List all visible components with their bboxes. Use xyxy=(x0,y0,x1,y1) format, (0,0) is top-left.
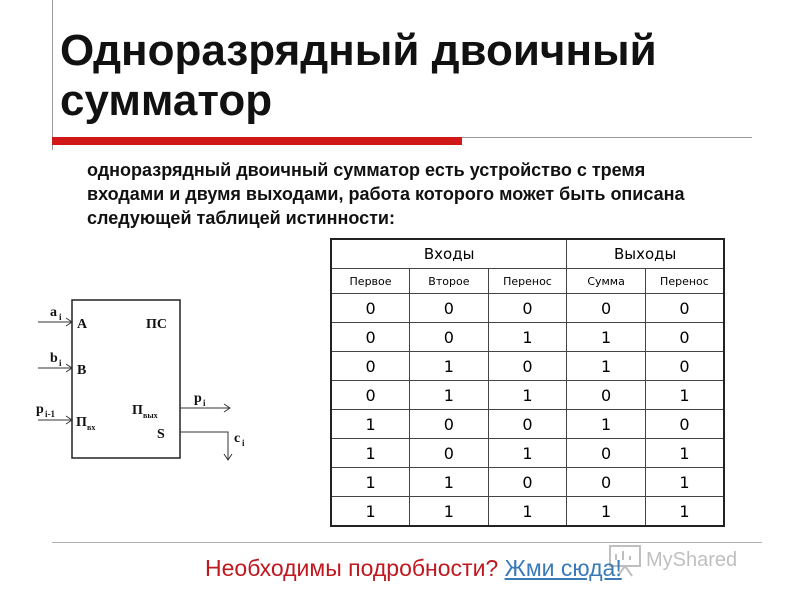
output-line-c xyxy=(180,432,228,460)
table-cell: 1 xyxy=(488,439,567,468)
column-header-sum: Сумма xyxy=(567,269,646,294)
table-cell: 0 xyxy=(645,410,724,439)
footer xyxy=(205,555,622,582)
table-cell: 1 xyxy=(410,381,489,410)
column-header-carry-in: Перенос xyxy=(488,269,567,294)
table-cell: 0 xyxy=(645,323,724,352)
truth-table xyxy=(330,238,725,527)
input-label-a-sym: a xyxy=(50,305,57,320)
table-cell: 1 xyxy=(488,323,567,352)
table-cell: 1 xyxy=(567,410,646,439)
input-label-p-sub: i-1 xyxy=(45,409,55,419)
table-row xyxy=(331,352,724,381)
table-cell: 0 xyxy=(331,294,410,323)
table-cell: 0 xyxy=(567,294,646,323)
footer-question: Необходимы подробности? xyxy=(205,555,499,581)
table-cell: 0 xyxy=(488,468,567,497)
title-underline-rule xyxy=(462,137,752,138)
input-label-a-sub: i xyxy=(59,312,62,322)
group-header-outputs: Выходы xyxy=(567,239,724,269)
table-cell: 0 xyxy=(488,294,567,323)
table-cell: 0 xyxy=(488,410,567,439)
slide-title-line-1: Одноразрядный двоичный xyxy=(60,26,657,75)
table-row xyxy=(331,381,724,410)
group-header-inputs: Входы xyxy=(331,239,567,269)
input-label-b-sub: i xyxy=(59,358,62,368)
table-cell: 0 xyxy=(410,439,489,468)
table-row xyxy=(331,294,724,323)
pin-label-carry-in-sub: вх xyxy=(87,423,96,432)
table-cell: 1 xyxy=(331,497,410,527)
column-header-carry-out: Перенос xyxy=(645,269,724,294)
column-header-second: Второе xyxy=(410,269,489,294)
table-cell: 1 xyxy=(331,410,410,439)
output-label-c-sym: c xyxy=(234,431,241,446)
table-cell: 0 xyxy=(567,468,646,497)
table-cell: 1 xyxy=(645,381,724,410)
table-row xyxy=(331,410,724,439)
pin-label-carry-in: П xyxy=(76,415,87,430)
title-vertical-rule xyxy=(52,0,53,150)
table-row xyxy=(331,497,724,527)
table-cell: 0 xyxy=(645,352,724,381)
slide-title xyxy=(60,26,760,126)
table-cell: 1 xyxy=(331,439,410,468)
table-row xyxy=(331,468,724,497)
table-cell: 0 xyxy=(567,381,646,410)
table-cell: 1 xyxy=(331,468,410,497)
slide-title-line-2: сумматор xyxy=(60,76,273,125)
output-label-p-sym: p xyxy=(194,391,202,406)
pin-label-carry-out-sub: вых xyxy=(143,411,158,420)
adder-description: одноразрядный двоичный сумматор есть устройство с тремя входами и двумя выходами, работа которого может быть описана следующей таблицей истинности: xyxy=(87,160,685,228)
table-cell: 1 xyxy=(410,352,489,381)
table-cell: 0 xyxy=(488,352,567,381)
table-cell: 0 xyxy=(567,439,646,468)
table-cell: 0 xyxy=(331,323,410,352)
watermark-text: MyShared xyxy=(646,549,738,571)
table-cell: 1 xyxy=(645,497,724,527)
column-header-row xyxy=(331,269,724,294)
table-row xyxy=(331,323,724,352)
table-cell: 1 xyxy=(567,497,646,527)
pin-label-s: S xyxy=(157,427,165,442)
details-link[interactable]: Жми сюда! xyxy=(504,555,622,581)
table-cell: 1 xyxy=(567,352,646,381)
table-cell: 0 xyxy=(410,294,489,323)
output-label-p-sub: i xyxy=(203,398,206,408)
table-cell: 0 xyxy=(331,352,410,381)
table-cell: 0 xyxy=(331,381,410,410)
pin-label-carry-out: П xyxy=(132,403,143,418)
output-label-c-sub: i xyxy=(242,438,245,448)
table-cell: 1 xyxy=(488,497,567,527)
pin-label-ps: ПС xyxy=(146,317,167,332)
table-cell: 1 xyxy=(645,439,724,468)
adder-block-diagram xyxy=(30,290,300,470)
table-cell: 0 xyxy=(410,410,489,439)
pin-label-b: B xyxy=(77,363,87,378)
table-cell: 1 xyxy=(645,468,724,497)
table-cell: 1 xyxy=(567,323,646,352)
table-cell: 1 xyxy=(410,468,489,497)
table-cell: 1 xyxy=(488,381,567,410)
myshared-watermark xyxy=(606,540,766,580)
table-cell: 0 xyxy=(645,294,724,323)
input-label-p-sym: p xyxy=(36,402,44,417)
column-header-first: Первое xyxy=(331,269,410,294)
pin-label-a: A xyxy=(77,317,88,332)
table-cell: 0 xyxy=(410,323,489,352)
title-accent-bar xyxy=(52,137,462,145)
input-label-b-sym: b xyxy=(50,351,58,366)
table-row xyxy=(331,439,724,468)
table-cell: 1 xyxy=(410,497,489,527)
